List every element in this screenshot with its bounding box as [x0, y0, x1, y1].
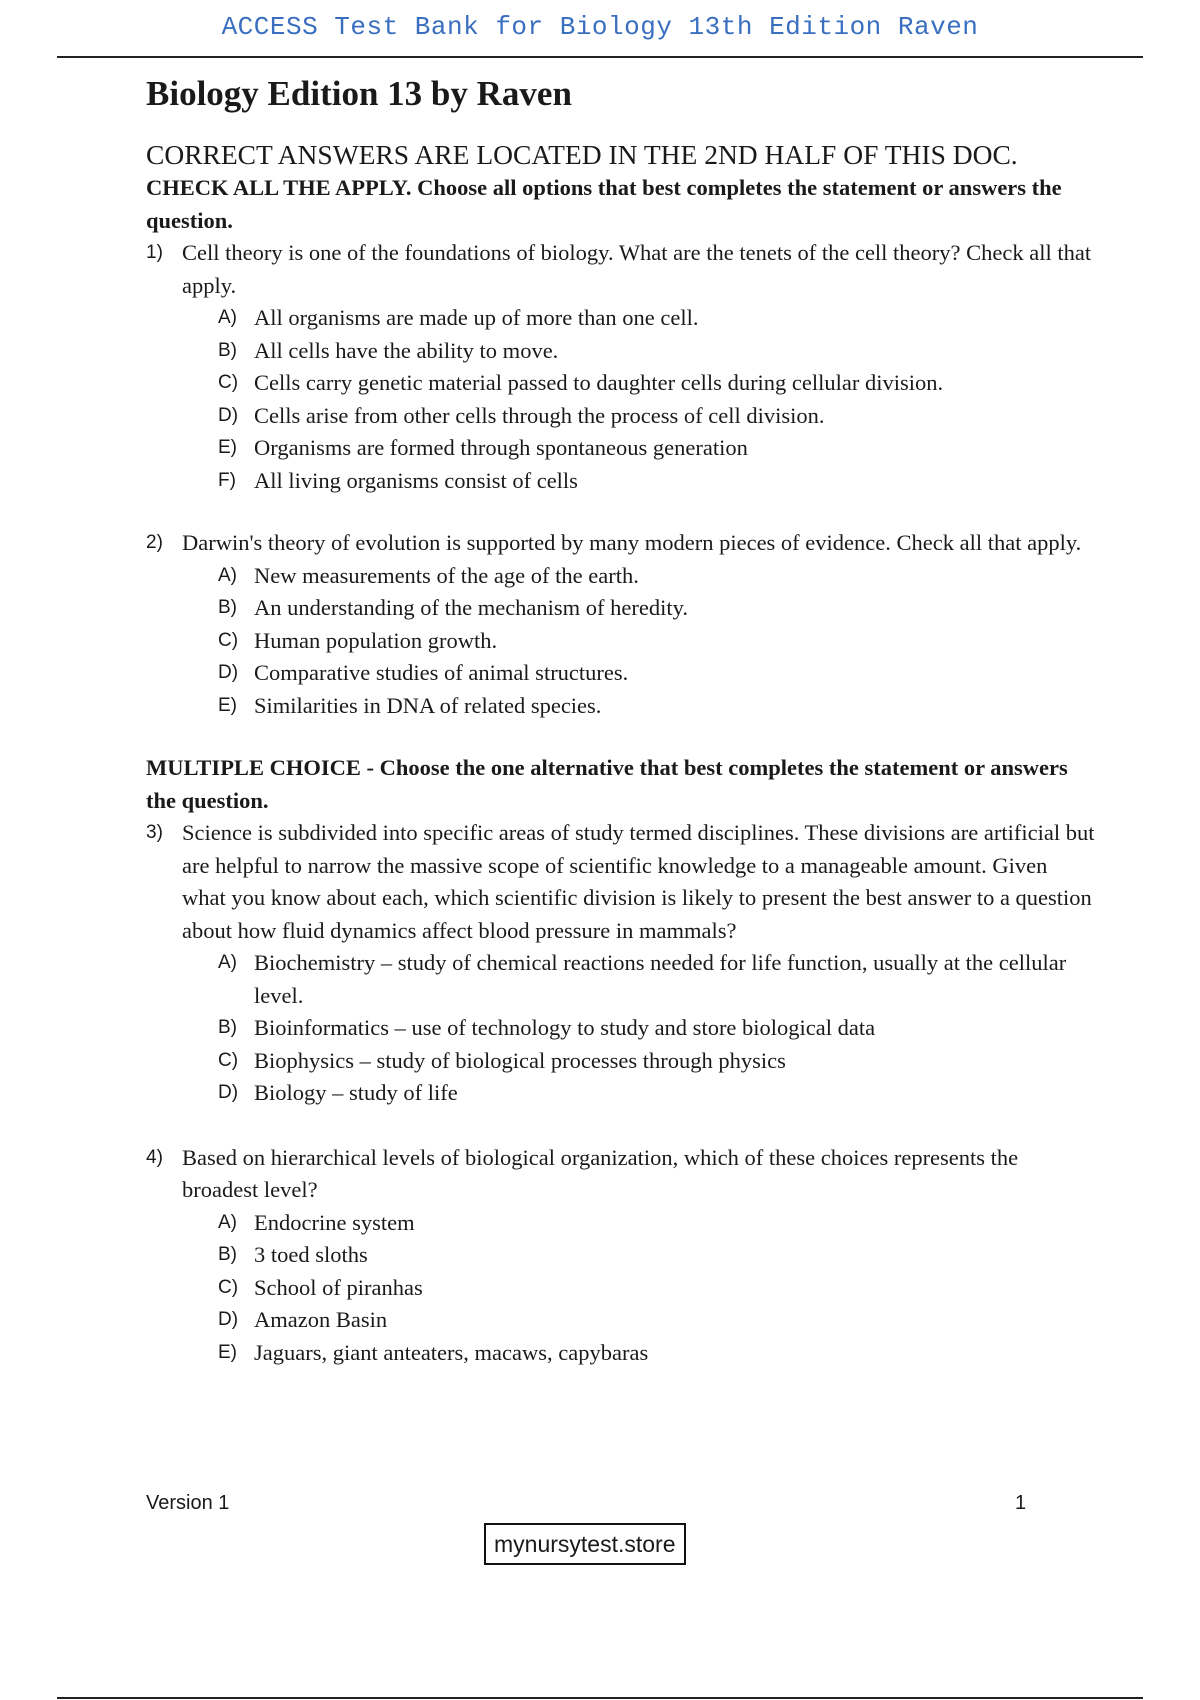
option-letter: C) — [218, 372, 239, 393]
running-header: ACCESS Test Bank for Biology 13th Edition Raven — [221, 12, 979, 42]
option-text: Biology – study of life — [254, 1080, 458, 1105]
option-text: Cells carry genetic material passed to daughter cells during cellular division. — [254, 370, 944, 395]
option-text: Organisms are formed through spontaneous generation — [254, 435, 748, 460]
option-letter: E) — [218, 694, 237, 716]
watermark-stamp: mynursytest.store — [484, 1523, 686, 1565]
answer-option — [218, 592, 1096, 625]
option-letter: E) — [218, 1341, 237, 1363]
option-letter: F) — [218, 469, 236, 491]
option-letter: C) — [218, 1049, 239, 1071]
option-text: 3 toed sloths — [254, 1242, 368, 1267]
document-title: Biology Edition 13 by Raven — [146, 74, 572, 113]
answers-notice: CORRECT ANSWERS ARE LOCATED IN THE 2ND HALF OF THIS DOC. — [146, 139, 1018, 170]
option-text: Human population growth. — [254, 627, 498, 653]
answer-option — [218, 367, 1096, 400]
option-text: Biochemistry – study of chemical reactions needed for life function, usually at the cellular level. — [254, 950, 1067, 1008]
option-letter: B) — [218, 339, 237, 361]
option-text: Amazon Basin — [254, 1307, 388, 1332]
version-label: Version 1 — [146, 1492, 230, 1514]
answer-option — [218, 690, 1096, 723]
header-rule — [57, 56, 1143, 58]
option-letter: A) — [218, 307, 237, 328]
option-text: An understanding of the mechanism of heredity. — [254, 595, 689, 620]
option-text: Biophysics – study of biological processes through physics — [254, 1047, 786, 1073]
option-text: Comparative studies of animal structures. — [254, 660, 629, 685]
option-letter: D) — [218, 1309, 239, 1330]
option-text: Bioinformatics – use of technology to study and store biological data — [254, 1015, 876, 1040]
answer-options — [146, 1207, 1096, 1370]
option-text: New measurements of the age of the earth. — [254, 562, 639, 588]
answer-option — [218, 302, 1096, 335]
question-number: 3) — [146, 822, 163, 843]
question-text: Science is subdivided into specific areas of study termed disciplines. These divisions are artificial but are helpful to narrow the massive scope of scientific knowledge to a manageable amount. Given what you know about each, which scientific division is likely to present the best answer to a question about how fluid dynamics affect blood pressure in mammals? — [182, 820, 1095, 943]
option-text: Jaguars, giant anteaters, macaws, capybaras — [254, 1339, 649, 1365]
spacer — [146, 1110, 1096, 1142]
option-letter: B) — [218, 597, 237, 618]
question-text: Darwin's theory of evolution is supported by many modern pieces of evidence. Check all that apply. — [182, 530, 1082, 555]
option-letter: C) — [218, 629, 239, 651]
option-letter: D) — [218, 1082, 239, 1103]
option-letter: B) — [218, 1017, 237, 1038]
option-letter: A) — [218, 1211, 237, 1233]
answer-options — [146, 302, 1096, 497]
section-instructions-multiple-choice: MULTIPLE CHOICE - Choose the one alternative that best completes the statement or answers the question. — [146, 755, 1068, 813]
question-text: Based on hierarchical levels of biological organization, which of these choices represents the broadest level? — [182, 1144, 1019, 1202]
answer-options — [146, 947, 1096, 1110]
question-number: 4) — [146, 1146, 163, 1168]
option-text: All living organisms consist of cells — [254, 467, 578, 493]
answer-option — [218, 432, 1096, 465]
answer-option — [218, 1012, 1096, 1045]
answer-option — [218, 625, 1096, 658]
answer-option — [218, 560, 1096, 593]
spacer — [146, 497, 1096, 527]
option-text: School of piranhas — [254, 1274, 423, 1300]
question-1 — [146, 237, 1096, 302]
answer-options — [146, 560, 1096, 723]
answer-option — [218, 1337, 1096, 1370]
option-letter: A) — [218, 564, 237, 586]
question-number: 1) — [146, 242, 163, 263]
answer-option — [218, 1272, 1096, 1305]
option-letter: C) — [218, 1276, 239, 1298]
footer-rule — [57, 1697, 1143, 1699]
answer-option — [218, 465, 1096, 498]
answer-option — [218, 1077, 1096, 1110]
option-text: Similarities in DNA of related species. — [254, 692, 602, 718]
question-3 — [146, 817, 1096, 947]
option-text: All cells have the ability to move. — [254, 337, 559, 363]
question-text: Cell theory is one of the foundations of biology. What are the tenets of the cell theory? Check all that apply. — [182, 240, 1092, 298]
option-letter: A) — [218, 952, 237, 973]
answer-option — [218, 1239, 1096, 1272]
option-text: Cells arise from other cells through the process of cell division. — [254, 402, 825, 428]
answer-option — [218, 1045, 1096, 1078]
option-text: All organisms are made up of more than one cell. — [254, 305, 699, 330]
answer-option — [218, 657, 1096, 690]
page-content — [146, 68, 1096, 1369]
option-letter: D) — [218, 662, 239, 683]
answer-option — [218, 947, 1096, 1012]
question-2 — [146, 527, 1096, 560]
answer-option — [218, 335, 1096, 368]
answer-option — [218, 400, 1096, 433]
answer-option — [218, 1304, 1096, 1337]
spacer — [146, 722, 1096, 752]
question-4 — [146, 1142, 1096, 1207]
option-text: Endocrine system — [254, 1209, 415, 1235]
section-instructions-check-all: CHECK ALL THE APPLY. Choose all options that best completes the statement or answers the question. — [146, 175, 1062, 233]
option-letter: D) — [218, 404, 239, 426]
option-letter: B) — [218, 1244, 237, 1265]
answer-option — [218, 1207, 1096, 1240]
option-letter: E) — [218, 437, 237, 458]
question-number: 2) — [146, 532, 163, 553]
page-number: 1 — [1015, 1492, 1027, 1514]
